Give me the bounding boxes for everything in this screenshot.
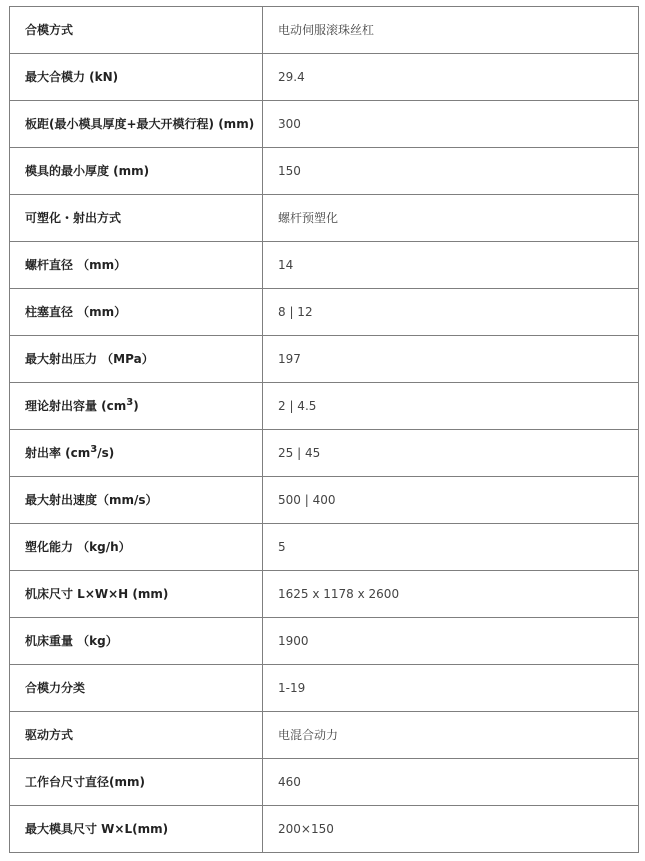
param-value: 460	[263, 759, 639, 806]
param-label: 柱塞直径 （mm）	[10, 289, 263, 336]
param-value: 500 | 400	[263, 477, 639, 524]
param-label: 可塑化・射出方式	[10, 195, 263, 242]
spec-table	[9, 6, 639, 853]
table-row	[10, 712, 639, 759]
table-row	[10, 524, 639, 571]
table-row	[10, 7, 639, 54]
table-row	[10, 665, 639, 712]
table-row	[10, 571, 639, 618]
table-row	[10, 54, 639, 101]
param-label: 机床尺寸 L×W×H (mm)	[10, 571, 263, 618]
param-value: 8 | 12	[263, 289, 639, 336]
table-row	[10, 101, 639, 148]
param-value: 150	[263, 148, 639, 195]
param-value: 螺杆预塑化	[263, 195, 639, 242]
param-label: 最大模具尺寸 W×L(mm)	[10, 806, 263, 853]
table-row	[10, 148, 639, 195]
param-label	[10, 430, 263, 477]
table-row	[10, 289, 639, 336]
param-value: 1625 x 1178 x 2600	[263, 571, 639, 618]
param-label-suffix: )	[133, 399, 139, 413]
param-label-suffix: /s)	[97, 446, 115, 460]
table-row	[10, 618, 639, 665]
spec-table-body	[10, 7, 639, 853]
param-value: 电混合动力	[263, 712, 639, 759]
param-label	[10, 383, 263, 430]
param-value: 200×150	[263, 806, 639, 853]
param-label: 塑化能力 （kg/h）	[10, 524, 263, 571]
table-row	[10, 759, 639, 806]
param-value: 电动伺服滚珠丝杠	[263, 7, 639, 54]
table-row	[10, 242, 639, 289]
param-label: 驱动方式	[10, 712, 263, 759]
param-value: 300	[263, 101, 639, 148]
param-label: 最大合模力 (kN)	[10, 54, 263, 101]
param-label: 最大射出压力 （MPa）	[10, 336, 263, 383]
table-row	[10, 383, 639, 430]
param-value: 1-19	[263, 665, 639, 712]
table-row	[10, 195, 639, 242]
param-label: 板距(最小模具厚度+最大开模行程) (mm)	[10, 101, 263, 148]
param-value: 197	[263, 336, 639, 383]
param-value: 25 | 45	[263, 430, 639, 477]
table-row	[10, 430, 639, 477]
superscript-exponent: 3	[126, 397, 134, 408]
param-label-text: 理论射出容量 (cm	[25, 399, 127, 413]
param-label: 最大射出速度（mm/s）	[10, 477, 263, 524]
param-label: 螺杆直径 （mm）	[10, 242, 263, 289]
param-label-text: 射出率 (cm	[25, 446, 91, 460]
param-value: 14	[263, 242, 639, 289]
superscript-exponent: 3	[90, 444, 98, 455]
param-value: 1900	[263, 618, 639, 665]
param-label: 模具的最小厚度 (mm)	[10, 148, 263, 195]
param-value: 2 | 4.5	[263, 383, 639, 430]
param-label: 合模方式	[10, 7, 263, 54]
param-label: 机床重量 （kg）	[10, 618, 263, 665]
param-value: 5	[263, 524, 639, 571]
param-label: 工作台尺寸直径(mm)	[10, 759, 263, 806]
table-row	[10, 806, 639, 853]
param-label: 合模力分类	[10, 665, 263, 712]
table-row	[10, 477, 639, 524]
table-row	[10, 336, 639, 383]
param-value: 29.4	[263, 54, 639, 101]
